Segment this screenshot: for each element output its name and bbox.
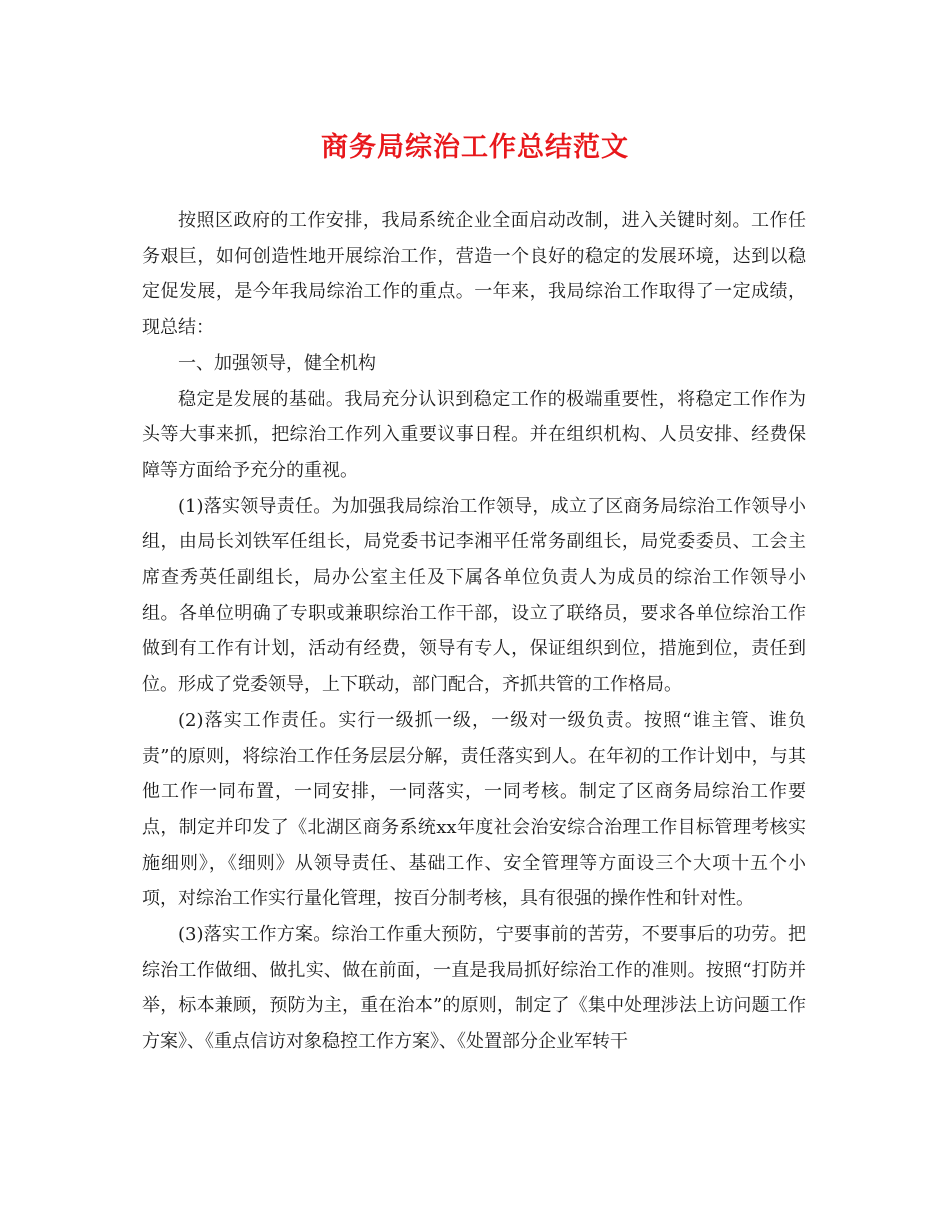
paragraph-item-2: (2)落实工作责任。实行一级抓一级，一级对一级负责。按照“谁主管、谁负责”的原则，将综治工作任务层层分解，责任落实到人。在年初的工作计划中，与其他工作一同布置，一同安排，一同落实，一同考核。制定了区商务局综治工作要点，制定并印发了《北湖区商务系统xx年度社会治安综合治理工作目标管理考核实施细则》，《细则》从领导责任、基础工作、安全管理等方面设三个大项十五个小项，对综治工作实行量化管理，按百分制考核，具有很强的操作性和针对性。 <box>142 709 806 910</box>
paragraph-intro: 按照区政府的工作安排，我局系统企业全面启动改制，进入关键时刻。工作任务艰巨，如何创造性地开展综治工作，营造一个良好的稳定的发展环境，达到以稳定促发展，是今年我局综治工作的重点。一年来，我局综治工作取得了一定成绩，现总结： <box>142 210 806 339</box>
paragraph-stability: 稳定是发展的基础。我局充分认识到稳定工作的极端重要性，将稳定工作作为头等大事来抓，把综治工作列入重要议事日程。并在组织机构、人员安排、经费保障等方面给予充分的重视。 <box>142 388 806 481</box>
document-title: 商务局综治工作总结范文 <box>321 132 629 163</box>
section-heading: 一、加强领导，健全机构 <box>178 352 376 374</box>
document-body <box>142 203 806 1060</box>
paragraph-item-1: (1)落实领导责任。为加强我局综治工作领导，成立了区商务局综治工作领导小组，由局长刘铁军任组长，局党委书记李湘平任常务副组长，局党委委员、工会主席查秀英任副组长，局办公室主任及下属各单位负责人为成员的综治工作领导小组。各单位明确了专职或兼职综治工作干部，设立了联络员，要求各单位综治工作做到有工作有计划，活动有经费，领导有专人，保证组织到位，措施到位，责任到位。形成了党委领导，上下联动，部门配合，齐抓共管的工作格局。 <box>142 495 806 696</box>
paragraph-item-3: (3)落实工作方案。综治工作重大预防，宁要事前的苦劳，不要事后的功劳。把综治工作做细、做扎实、做在前面，一直是我局抓好综治工作的准则。按照“打防并举，标本兼顾，预防为主，重在治本”的原则，制定了《集中处理涉法上访问题工作方案》、《重点信访对象稳控工作方案》、《处置部分企业军转干 <box>142 924 806 1053</box>
